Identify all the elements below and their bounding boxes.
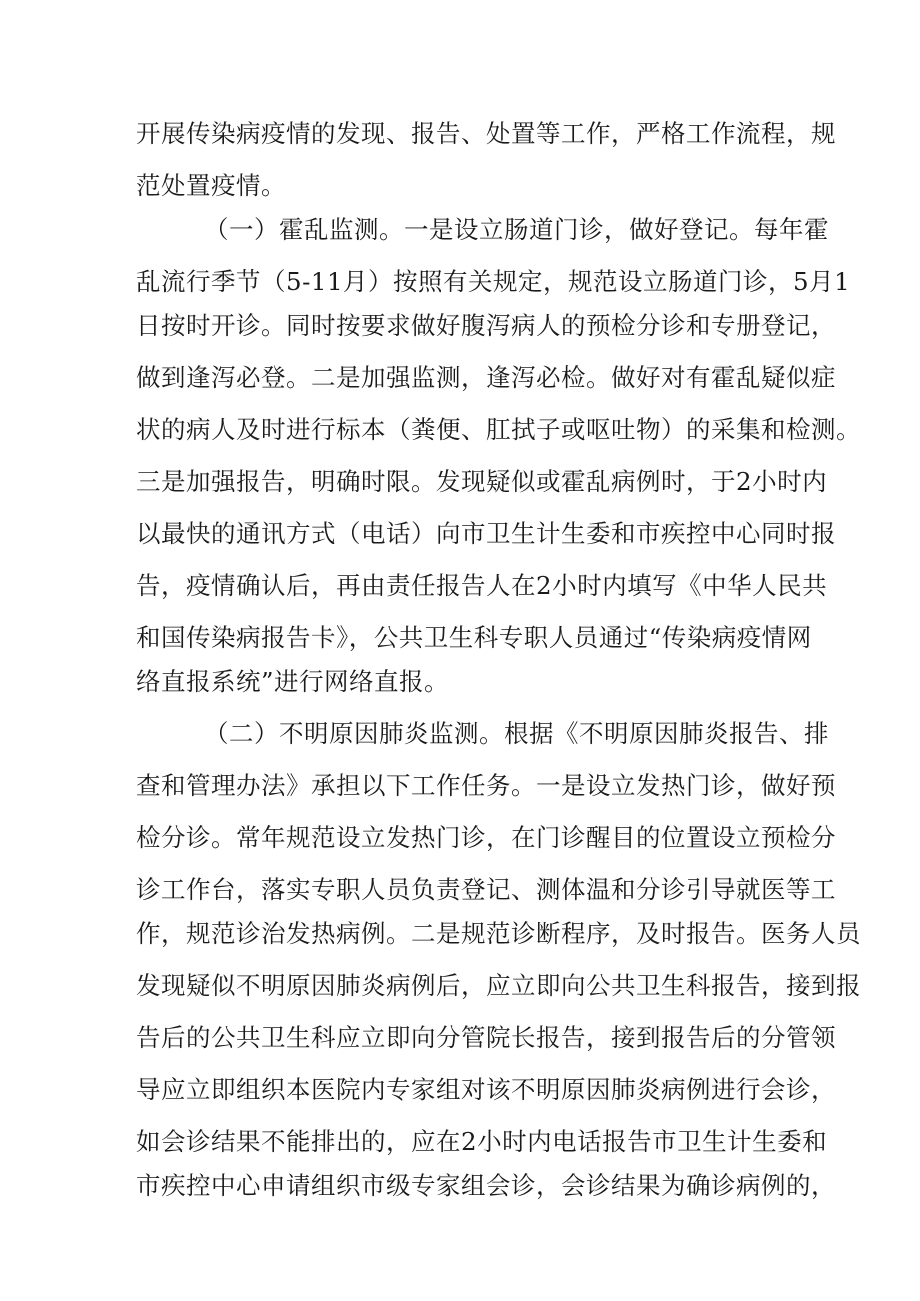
text-line: 范处置疫情。 <box>136 171 286 200</box>
paragraph-heading-line: （二）不明原因肺炎监测。根据《不明原因肺炎报告、排 <box>204 719 829 748</box>
text-line: 告，疫情确认后，再由责任报告人在2小时内填写《中华人民共 <box>136 571 828 600</box>
text-line: 查和管理办法》承担以下工作任务。一是设立发热门诊，做好预 <box>136 771 836 800</box>
text-line: 以最快的通讯方式（电话）向市卫生计生委和市疾控中心同时报 <box>136 519 836 548</box>
text-line: 做到逢泻必登。二是加强监测，逢泻必检。做好对有霍乱疑似症 <box>136 363 836 392</box>
text-line: 作，规范诊治发热病例。二是规范诊断程序，及时报告。医务人员 <box>136 919 861 948</box>
text-line: 检分诊。常年规范设立发热门诊，在门诊醒目的位置设立预检分 <box>136 823 836 852</box>
text-line: 告后的公共卫生科应立即向分管院长报告，接到报告后的分管领 <box>136 1023 836 1052</box>
text-line: 诊工作台，落实专职人员负责登记、测体温和分诊引导就医等工 <box>136 875 836 904</box>
text-line: 三是加强报告，明确时限。发现疑似或霍乱病例时，于2小时内 <box>136 467 828 496</box>
text-line: 和国传染病报告卡》，公共卫生科专职人员通过“传染病疫情网 <box>136 623 812 652</box>
text-line: 日按时开诊。同时按要求做好腹泻病人的预检分诊和专册登记， <box>136 311 836 340</box>
text-line: 络直报系统”进行网络直报。 <box>136 667 450 696</box>
text-line: 乱流行季节（5-11月）按照有关规定，规范设立肠道门诊，5月1 <box>136 267 851 296</box>
text-line: 开展传染病疫情的发现、报告、处置等工作，严格工作流程，规 <box>136 119 836 148</box>
text-line: 导应立即组织本医院内专家组对该不明原因肺炎病例进行会诊， <box>136 1075 836 1104</box>
text-line: 状的病人及时进行标本（粪便、肛拭子或呕吐物）的采集和检测。 <box>136 415 861 444</box>
text-line: 如会诊结果不能排出的，应在2小时内电话报告市卫生计生委和 <box>136 1127 828 1156</box>
paragraph-heading-line: （一）霍乱监测。一是设立肠道门诊，做好登记。每年霍 <box>204 215 829 244</box>
text-line: 市疾控中心申请组织市级专家组会诊，会诊结果为确诊病例的， <box>136 1171 836 1200</box>
text-line: 发现疑似不明原因肺炎病例后，应立即向公共卫生科报告，接到报 <box>136 971 861 1000</box>
